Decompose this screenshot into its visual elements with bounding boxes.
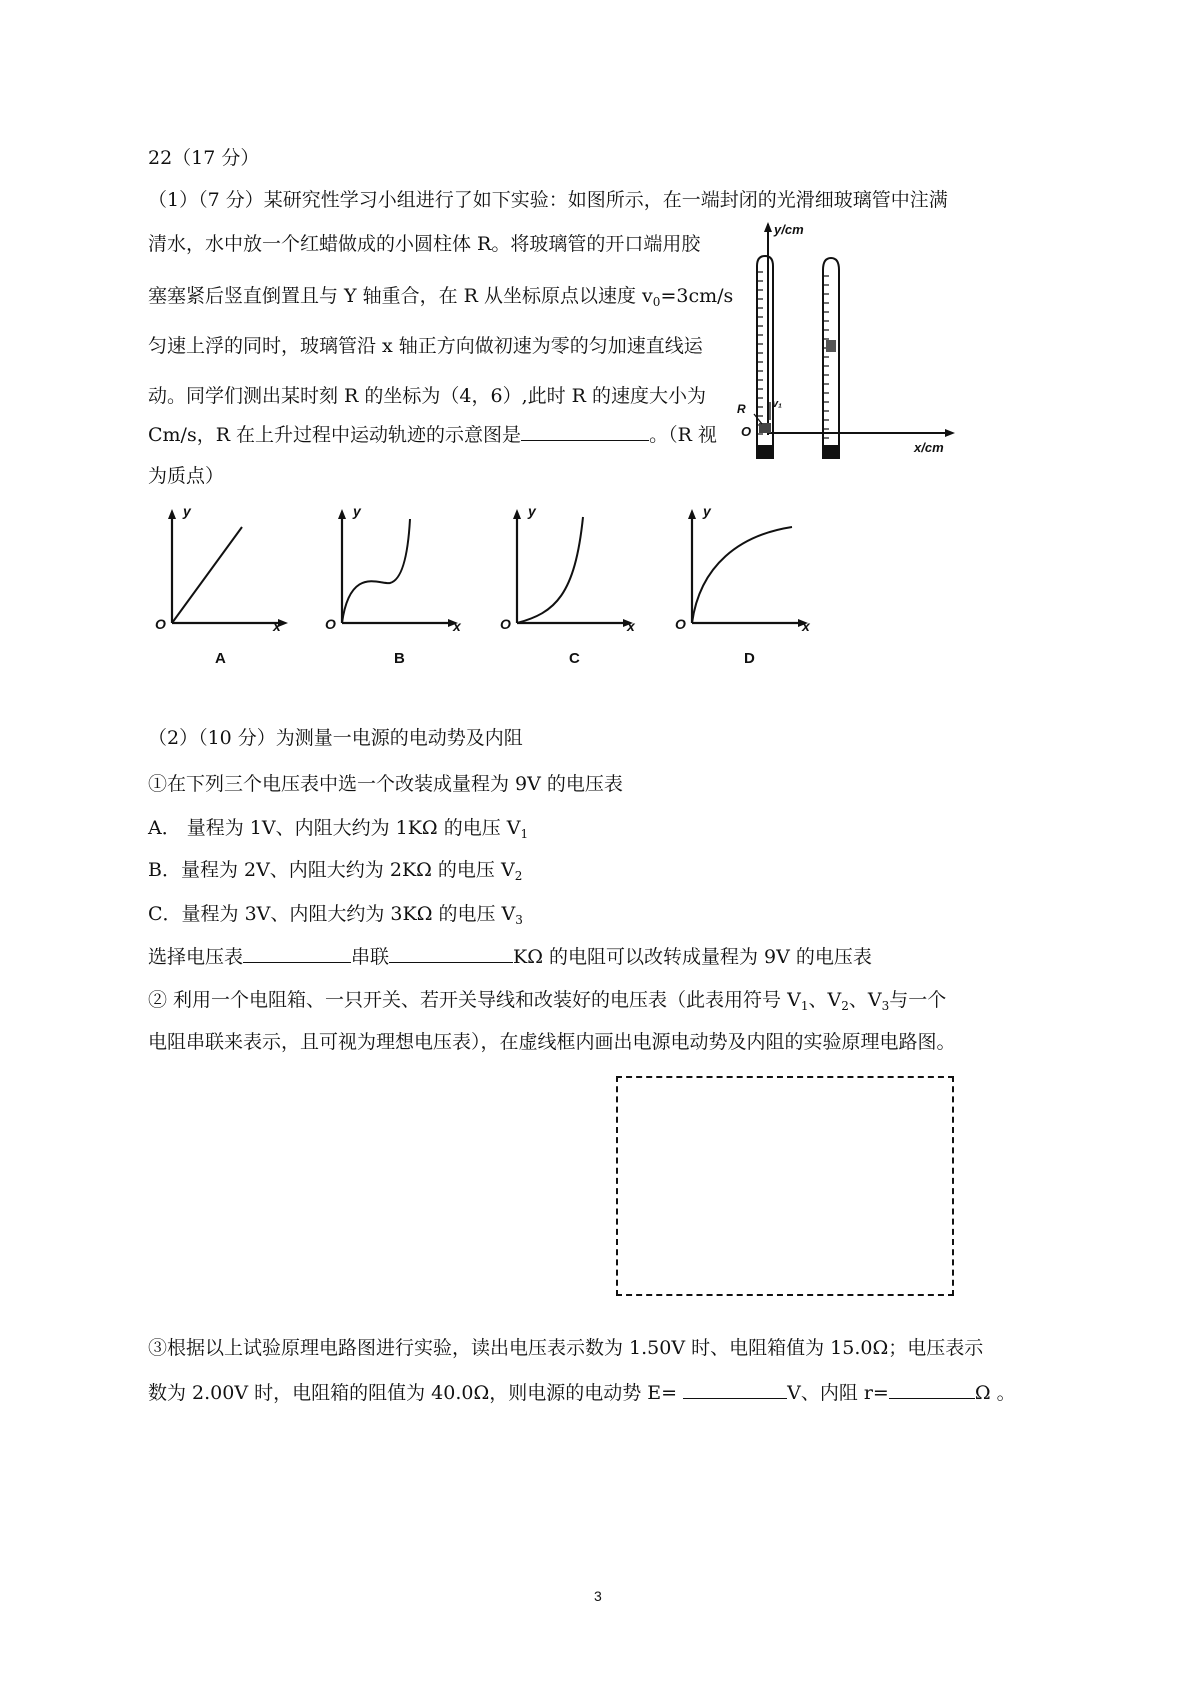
option-a — [148, 816, 528, 846]
graph-a-origin: O — [155, 616, 166, 632]
graph-a-xlabel: x — [273, 618, 281, 634]
graph-c — [505, 505, 635, 635]
q2-text-a: ② 利用一个电阻箱、一只开关、若开关导线和改装好的电压表（此表用符号 V — [148, 989, 801, 1011]
option-b — [148, 858, 522, 888]
graph-b — [330, 505, 460, 635]
figure-ylabel: y/cm — [774, 222, 804, 237]
q3-text-a: 数为 2.00V 时，电阻箱的阻值为 40.0Ω，则电源的电动势 E= — [148, 1382, 678, 1404]
graph-d — [680, 505, 810, 635]
q2-text-b: 、V — [808, 989, 842, 1011]
part2-q3-line1: ③根据以上试验原理电路图进行实验，读出电压表示数为 1.50V 时、电阻箱值为 15.0Ω；电压表示 — [148, 1337, 984, 1359]
graph-b-origin: O — [325, 616, 336, 632]
option-b-text: B．量程为 2V、内阻大约为 2KΩ 的电压 V — [148, 859, 515, 881]
part2-q2-line2: 电阻串联来表示，且可视为理想电压表），在虚线框内画出电源电动势及内阻的实验原理电路图。 — [148, 1031, 956, 1053]
trajectory-answer-blank[interactable] — [521, 422, 649, 441]
emf-answer-blank[interactable] — [683, 1380, 787, 1399]
part1-line6a: Cm/s，R 在上升过程中运动轨迹的示意图是 — [148, 424, 522, 446]
graph-a-caption: A — [215, 650, 226, 667]
trajectory-a-curve — [172, 527, 242, 623]
graph-a-ylabel: y — [183, 503, 191, 519]
part1-line3b: =3cm/s — [660, 285, 734, 307]
part1-line3 — [148, 284, 733, 314]
graph-d-ylabel: y — [703, 503, 711, 519]
circuit-drawing-box[interactable] — [616, 1076, 954, 1296]
selection-text-3: KΩ 的电阻可以改转成量程为 9V 的电压表 — [513, 946, 872, 968]
part2-q3-line2 — [148, 1380, 1016, 1405]
internal-resistance-blank[interactable] — [889, 1380, 975, 1399]
option-c-text: C．量程为 3V、内阻大约为 3KΩ 的电压 V — [148, 903, 516, 925]
graph-c-caption: C — [569, 650, 580, 667]
q3-text-c: Ω 。 — [974, 1382, 1016, 1404]
part1-line6b: 。（R 视 — [649, 424, 717, 446]
q2-sub-3: 3 — [881, 999, 890, 1013]
part1-line1: （1）（7 分）某研究性学习小组进行了如下实验：如图所示，在一端封闭的光滑细玻璃管中注满 — [148, 189, 948, 211]
q2-sub-1: 1 — [800, 999, 809, 1013]
graph-d-caption: D — [744, 650, 755, 667]
trajectory-c-curve — [517, 517, 583, 623]
option-c — [148, 902, 523, 932]
q2-text-c: 、V — [848, 989, 882, 1011]
q2-text-d: 与一个 — [889, 989, 947, 1011]
part2-q2-line1 — [148, 988, 946, 1018]
question-header: 22（17 分） — [148, 147, 260, 169]
part1-line5: 动。同学们测出某时刻 R 的坐标为（4，6）,此时 R 的速度大小为 — [148, 385, 706, 407]
q2-sub-2: 2 — [841, 999, 849, 1013]
series-resistance-blank[interactable] — [389, 944, 513, 963]
glass-tube-left — [756, 256, 774, 459]
figure-origin: O — [741, 424, 752, 439]
glass-tube-right — [822, 258, 840, 459]
q3-text-b: V、内阻 r= — [787, 1382, 889, 1404]
part1-line7: 为质点） — [148, 465, 225, 487]
selection-text-2: 串联 — [351, 946, 390, 968]
graph-c-xlabel: x — [627, 618, 635, 634]
selection-line — [148, 944, 872, 969]
graph-d-xlabel: x — [802, 618, 810, 634]
selection-text-1: 选择电压表 — [148, 946, 244, 968]
v0-subscript: 0 — [652, 295, 661, 309]
option-c-sub: 3 — [515, 913, 523, 927]
option-a-sub: 1 — [520, 827, 529, 841]
part2-q1: ①在下列三个电压表中选一个改装成量程为 9V 的电压表 — [148, 773, 623, 795]
graph-b-ylabel: y — [353, 503, 361, 519]
glass-tube-figure — [740, 220, 970, 470]
option-a-text: A． 量程为 1V、内阻大约为 1KΩ 的电压 V — [148, 817, 521, 839]
graph-b-caption: B — [394, 650, 405, 667]
figure-r-label: R — [737, 402, 746, 416]
part1-line6 — [148, 422, 717, 447]
part2-title: （2）（10 分）为测量一电源的电动势及内阻 — [148, 727, 523, 749]
option-b-sub: 2 — [514, 869, 523, 883]
graph-c-origin: O — [500, 616, 511, 632]
figure-v-label: v₁ — [772, 398, 782, 410]
trajectory-d-curve — [692, 527, 792, 623]
part1-line4: 匀速上浮的同时，玻璃管沿 x 轴正方向做初速为零的匀加速直线运 — [148, 335, 703, 357]
graph-d-origin: O — [675, 616, 686, 632]
graph-b-xlabel: x — [453, 618, 461, 634]
page-number: 3 — [594, 1588, 602, 1604]
voltmeter-choice-blank[interactable] — [243, 944, 351, 963]
graph-c-ylabel: y — [528, 503, 536, 519]
part1-line2: 清水，水中放一个红蜡做成的小圆柱体 R。将玻璃管的开口端用胶 — [148, 233, 701, 255]
trajectory-b-curve — [342, 519, 410, 623]
graph-a — [160, 505, 290, 635]
figure-xlabel: x/cm — [914, 440, 944, 455]
part1-line3a: 塞塞紧后竖直倒置且与 Y 轴重合，在 R 从坐标原点以速度 v — [148, 285, 653, 307]
